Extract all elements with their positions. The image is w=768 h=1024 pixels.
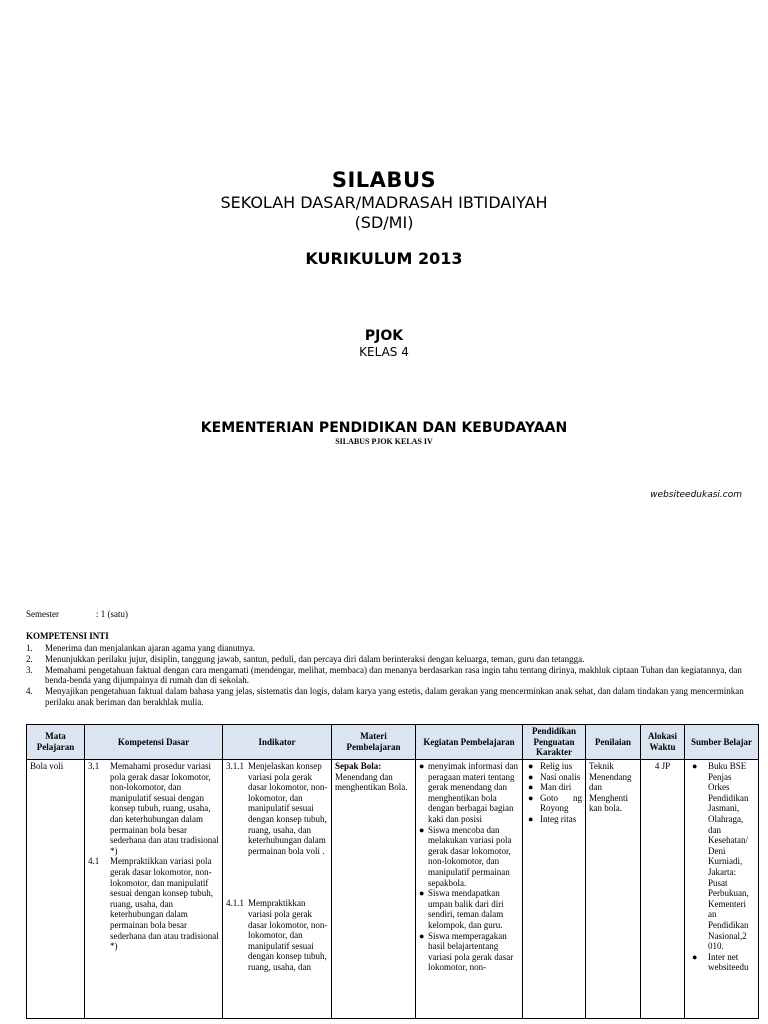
header-mata-pelajaran: Mata Pelajaran: [27, 725, 85, 760]
kegiatan-text: Siswa mencoba dan melakukan variasi pola gerak dasar lokomotor, non-lokomotor, dan manipulatif permainan sepakbola.: [428, 824, 512, 888]
kegiatan-item: [419, 825, 519, 889]
header-indikator: Indikator: [223, 725, 332, 760]
semester-value: : 1 (satu): [96, 609, 128, 619]
bullet-icon: ●: [419, 761, 425, 771]
bullet-icon: ●: [419, 824, 425, 835]
karakter-text: Nasi onalis: [540, 771, 581, 782]
ki-text: Menyajikan pengetahuan faktual dalam bahasa yang jelas, sistematis dan logis, dalam karya yang estetis, dalam gerakan yang mencerminkan anak sehat, dan dalam tindakan yang mencerminkan perilaku anak beriman dan berakhlak mulia.: [45, 686, 744, 707]
bullet-icon: ●: [692, 951, 698, 962]
semester-label: Semester: [26, 609, 59, 619]
ki-item: [26, 643, 746, 654]
sumber-text: Buku BSE Penjas Orkes Pendidikan Jasmani, Olahraga, dan Kesehatan/ Deni Kurniadi, Jakarta: Pusat Perbukuan, Kementeri an Pendidikan Nasional,2 010.: [708, 761, 749, 952]
cell-sumber: [685, 760, 759, 1019]
kompetensi-inti-list: [26, 643, 746, 708]
kegiatan-text: Siswa memperagakan hasil belajartentang variasi pola gerak dasar lokomotor, non-: [428, 930, 514, 973]
cell-kegiatan: [416, 760, 523, 1019]
ki-number: 2.: [26, 653, 33, 664]
header-alokasi: Alokasi Waktu: [641, 725, 685, 760]
header-kompetensi-dasar: Kompetensi Dasar: [85, 725, 223, 760]
table-header-row: [27, 725, 759, 760]
karakter-text: Man diri: [540, 782, 572, 793]
website-label: websiteedukasi.com: [650, 490, 742, 500]
bullet-icon: ●: [692, 761, 698, 771]
cell-kompetensi-dasar: [85, 760, 223, 1019]
kegiatan-text: Siswa mendapatkan umpan balik dari diri sendiri, teman dalam kelompok, dan guru.: [428, 888, 504, 930]
ki-item: [26, 686, 746, 708]
kegiatan-item: [419, 888, 519, 930]
spacer: [226, 856, 328, 898]
ki-item: [26, 654, 746, 665]
header-penilaian: Penilaian: [586, 725, 641, 760]
header-karakter: Pendidikan Penguatan Karakter: [523, 725, 586, 760]
ki-text: Menunjukkan perilaku jujur, disiplin, tanggung jawab, santun, peduli, dan percaya diri dalam berinteraksi dengan keluarga, teman, guru dan tetangga.: [45, 653, 585, 664]
kd-number: 4.1: [88, 856, 100, 867]
ministry-label: KEMENTERIAN PENDIDIKAN DAN KEBUDAYAAN: [200, 420, 568, 436]
kd-number: 3.1: [88, 761, 100, 771]
indikator-number: 3.1.1: [226, 761, 244, 771]
kd-item: [88, 761, 219, 856]
kegiatan-item: [419, 931, 519, 973]
cell-materi: [332, 760, 416, 1019]
bullet-icon: ●: [419, 930, 425, 941]
semester-row: [26, 609, 128, 619]
cell-penilaian: Teknik Menendang dan Menghenti kan bola.: [586, 760, 641, 1019]
karakter-item: [526, 761, 582, 772]
school-level-line1: SEKOLAH DASAR/MADRASAH IBTIDAIYAH: [220, 193, 548, 212]
ki-number: 1.: [26, 643, 33, 653]
kompetensi-inti-heading: KOMPETENSI INTI: [26, 631, 109, 641]
karakter-item: [526, 772, 582, 783]
karakter-text: Relig ius: [540, 761, 573, 771]
sumber-item: [688, 761, 755, 952]
page-title: SILABUS: [331, 168, 437, 192]
cell-karakter: [523, 760, 586, 1019]
materi-text: Menendang dan menghentikan Bola.: [335, 771, 408, 793]
kegiatan-item: [419, 761, 519, 825]
karakter-item: [526, 793, 582, 814]
indikator-item: [226, 898, 328, 972]
subject-label: PJOK: [364, 328, 404, 344]
indikator-text: Mempraktikkan variasi pola gerak dasar lokomotor, non-lokomotor, dan manipulatif sesuai dengan konsep tubuh, ruang, usaha, dan: [248, 898, 328, 972]
bullet-icon: ●: [528, 782, 534, 793]
ki-number: 3.: [26, 664, 33, 675]
bullet-icon: ●: [419, 888, 425, 899]
karakter-item: [526, 814, 582, 825]
sumber-item: [688, 952, 755, 973]
bullet-icon: ●: [528, 761, 534, 771]
ki-text: Memahami pengetahuan faktual dengan cara mengamati (mendengar, melihat, membaca) dan menanya berdasarkan rasa ingin tahu tentang dirinya, makhluk ciptaan Tuhan dan kegiatannya, dan benda-benda yang dijumpainya di rumah dan di sekolah.: [45, 664, 742, 686]
karakter-text: Goto ng Royong: [540, 792, 582, 814]
school-level-line2: (SD/MI): [354, 213, 414, 232]
syllabus-subtitle: SILABUS PJOK KELAS IV: [335, 437, 433, 446]
indikator-item: [226, 761, 328, 856]
table-row: [27, 760, 759, 1019]
header-materi: Materi Pembelajaran: [332, 725, 416, 760]
syllabus-table: [26, 724, 759, 1019]
cell-indikator: [223, 760, 332, 1019]
grade-label: KELAS 4: [359, 345, 409, 359]
sumber-text: Inter net websiteedu: [708, 951, 749, 973]
cell-mata-pelajaran: Bola voli: [27, 760, 85, 1019]
kd-text: Mempraktikkan variasi pola gerak dasar lokomotor, non-lokomotor, dan manipulatif sesuai dengan konsep tubuh, ruang, usaha, dan keterhubungan dalam permainan bola besar sederhana dan atau tradisional *): [110, 856, 219, 952]
header-kegiatan: Kegiatan Pembelajaran: [416, 725, 523, 760]
bullet-icon: ●: [528, 771, 534, 782]
karakter-text: Integ ritas: [540, 813, 577, 824]
karakter-item: [526, 782, 582, 793]
ki-item: [26, 665, 746, 687]
cell-alokasi: 4 JP: [641, 760, 685, 1019]
header-sumber: Sumber Belajar: [685, 725, 759, 760]
ki-number: 4.: [26, 686, 33, 697]
bullet-icon: ●: [528, 813, 534, 824]
materi-title: Sepak Bola:: [335, 761, 382, 771]
curriculum-label: KURIKULUM 2013: [305, 249, 463, 268]
ki-text: Menerima dan menjalankan ajaran agama yang dianutnya.: [45, 643, 256, 653]
bullet-icon: ●: [528, 792, 534, 803]
indikator-number: 4.1.1: [226, 898, 244, 909]
indikator-text: Menjelaskan konsep variasi pola gerak dasar lokomotor, non-lokomotor, dan manipulatif sesuai dengan konsep tubuh, ruang, usaha, dan keterhubungan dalam permainan bola voli .: [248, 761, 328, 856]
kegiatan-text: menyimak informasi dan peragaan materi tentang gerak menendang dan menghentikan bola dengan berbagai bagian kaki dan posisi: [428, 761, 518, 824]
kd-item: [88, 856, 219, 951]
kd-text: Memahami prosedur variasi pola gerak dasar lokomotor, non-lokomotor, dan manipulatif sesuai dengan konsep tubuh, ruang, usaha, dan keterhubungan dalam permainan bola besar sederhana dan atau tradisional *): [110, 761, 219, 856]
